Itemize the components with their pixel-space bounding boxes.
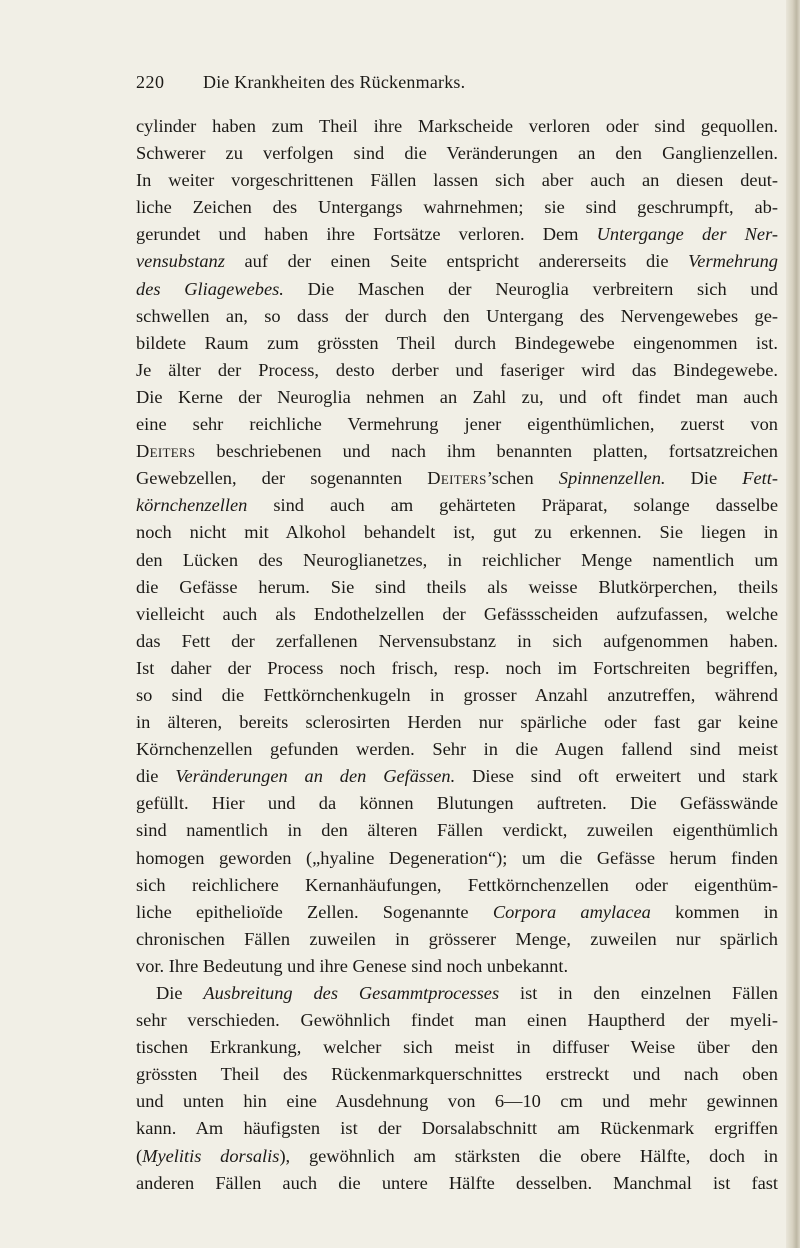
text-segment: Körnchenzellen gefunden werden. Sehr in die Augen fallend sind meist [136, 739, 778, 760]
text-segment: kann. Am häufigsten ist der Dorsalabschnitt am Rückenmark ergriffen [136, 1118, 778, 1139]
text-segment: sehr verschieden. Gewöhnlich findet man einen Hauptherd der myeli- [136, 1010, 778, 1031]
text-line [136, 465, 778, 492]
text-line [136, 817, 778, 844]
text-line [136, 519, 778, 546]
text-line [136, 1007, 778, 1034]
italic-text: Spinnenzellen. [558, 468, 666, 489]
body-text [136, 113, 778, 1197]
text-line [136, 276, 778, 303]
small-caps-name: Deiters [136, 441, 196, 462]
text-segment: Ist daher der Process noch frisch, resp. noch im Fortschreiten begriffen, [136, 657, 778, 678]
text-line [136, 194, 778, 221]
text-segment: Diese sind oft erweitert und stark [455, 766, 778, 787]
running-title: Die Krankheiten des Rückenmarks. [203, 72, 466, 92]
text-segment: ist in den einzelnen Fällen [499, 983, 778, 1003]
text-segment: den Lücken des Neuroglianetzes, in reichlicher Menge namentlich um [136, 549, 778, 570]
text-line [136, 1061, 778, 1088]
italic-text: vensubstanz [136, 251, 225, 272]
text-segment: in älteren, bereits sclerosirten Herden nur spärliche oder fast gar keine [136, 712, 778, 733]
text-line [136, 628, 778, 655]
text-line [136, 1034, 778, 1061]
text-segment: Die [156, 983, 204, 1003]
text-line [136, 574, 778, 601]
text-segment: sind namentlich in den älteren Fällen verdickt, zuweilen eigenthümlich [136, 820, 778, 841]
text-segment: eine sehr reichliche Vermehrung jener eigenthümlichen, zuerst von [136, 414, 778, 435]
text-line [136, 1143, 778, 1170]
text-line [136, 845, 778, 872]
text-line [136, 763, 778, 790]
text-line [136, 655, 778, 682]
italic-text: des Gliagewebes. [136, 278, 284, 299]
text-line [136, 547, 778, 574]
text-segment: beschriebenen und nach ihm benannten platten, fortsatzreichen [195, 441, 778, 462]
italic-text: Fett- [742, 468, 778, 489]
italic-text: Myelitis dorsalis [142, 1145, 280, 1166]
text-line [136, 872, 778, 899]
text-segment: Gewebzellen, der sogenannten [136, 468, 428, 489]
page-header [136, 72, 778, 96]
text-line [136, 384, 778, 411]
text-segment: gefüllt. Hier und da können Blutungen auftreten. Die Gefässwände [136, 793, 778, 814]
text-segment: kommen in [650, 901, 778, 922]
text-segment: tischen Erkrankung, welcher sich meist in diffuser Weise über den [136, 1037, 778, 1058]
text-segment: homogen geworden („hyaline Degeneration“); um die Gefässe herum finden [136, 847, 778, 868]
italic-text: Vermehrung [688, 251, 778, 272]
text-line [136, 357, 778, 384]
text-line [136, 601, 778, 628]
text-segment: bildete Raum zum grössten Theil durch Bindegewebe eingenommen ist. [136, 332, 778, 353]
text-segment: vielleicht auch als Endothelzellen der Gefässscheiden aufzufassen, welche [136, 603, 778, 624]
text-line [136, 167, 778, 194]
text-segment: die Gefässe herum. Sie sind theils als weisse Blutkörperchen, theils [136, 576, 778, 597]
text-segment: das Fett der zerfallenen Nervensubstanz in sich aufgenommen haben. [136, 630, 778, 651]
text-segment: Je älter der Process, desto derber und faseriger wird das Bindegewebe. [136, 359, 778, 380]
text-line [136, 330, 778, 357]
text-line [136, 248, 778, 275]
text-segment: sich reichlichere Kernanhäufungen, Fettkörnchenzellen oder eigenthüm- [136, 874, 778, 895]
text-line [136, 682, 778, 709]
text-line [136, 221, 778, 248]
text-line [136, 1170, 778, 1197]
text-segment: die [136, 766, 176, 787]
italic-text: Ausbreitung des Gesammtprocesses [203, 983, 500, 1003]
text-line [136, 1115, 778, 1142]
text-line [136, 1088, 778, 1115]
text-line [136, 438, 778, 465]
text-line [136, 980, 778, 1007]
text-segment: so sind die Fettkörnchenkugeln in grosser Anzahl anzutreffen, während [136, 684, 778, 705]
text-line [136, 790, 778, 817]
small-caps-name: Deiters [427, 468, 487, 489]
text-segment: ( [136, 1145, 143, 1166]
text-segment: schwellen an, so dass der durch den Untergang des Nervengewebes ge- [136, 305, 778, 326]
text-segment: liche Zeichen des Untergangs wahrnehmen; sie sind geschrumpft, ab- [136, 197, 778, 218]
italic-text: Veränderungen an den Gefässen. [175, 766, 456, 787]
text-line [136, 411, 778, 438]
page-binding-edge [786, 0, 800, 1248]
page-number: 220 [136, 72, 165, 92]
italic-text: Untergange der Ner- [596, 224, 779, 245]
text-segment: chronischen Fällen zuweilen in grösserer Menge, zuweilen nur spärlich [136, 928, 778, 949]
text-line [136, 113, 778, 140]
text-segment: grössten Theil des Rückenmarkquerschnittes erstreckt und nach oben [136, 1064, 778, 1085]
italic-text: Corpora amylacea [492, 901, 651, 922]
text-line [136, 492, 778, 519]
text-segment: Die [665, 468, 743, 489]
text-segment: ), gewöhnlich am stärksten die obere Hälfte, doch in [279, 1145, 778, 1166]
text-segment: Die Kerne der Neuroglia nehmen an Zahl zu, und oft findet man auch [136, 386, 778, 407]
text-segment: auf der einen Seite entspricht andererseits die [224, 251, 689, 272]
text-segment: anderen Fällen auch die untere Hälfte desselben. Manchmal ist fast [136, 1172, 778, 1193]
text-line [136, 303, 778, 330]
text-line [136, 926, 778, 953]
text-segment: Die Maschen der Neuroglia verbreitern sich und [283, 278, 778, 299]
text-line [136, 899, 778, 926]
text-line [136, 736, 778, 763]
text-segment: und unten hin eine Ausdehnung von 6—10 cm und mehr gewinnen [136, 1091, 778, 1112]
text-segment: In weiter vorgeschrittenen Fällen lassen sich aber auch an diesen deut- [136, 170, 778, 191]
text-segment: vor. Ihre Bedeutung und ihre Genese sind noch unbekannt. [136, 955, 569, 976]
text-line [136, 709, 778, 736]
text-segment: noch nicht mit Alkohol behandelt ist, gut zu erkennen. Sie liegen in [136, 522, 778, 543]
text-segment: gerundet und haben ihre Fortsätze verloren. Dem [136, 224, 597, 245]
text-segment: sind auch am gehärteten Präparat, solange dasselbe [247, 495, 778, 516]
text-segment: Schwerer zu verfolgen sind die Veränderungen an den Ganglienzellen. [136, 143, 778, 164]
text-segment: cylinder haben zum Theil ihre Markscheide verloren oder sind gequollen. [136, 116, 778, 136]
italic-text: körnchenzellen [136, 495, 248, 516]
text-segment: liche epithelioïde Zellen. Sogenannte [136, 901, 493, 922]
text-segment: ’schen [486, 468, 559, 489]
text-line [136, 953, 778, 980]
text-line [136, 140, 778, 167]
